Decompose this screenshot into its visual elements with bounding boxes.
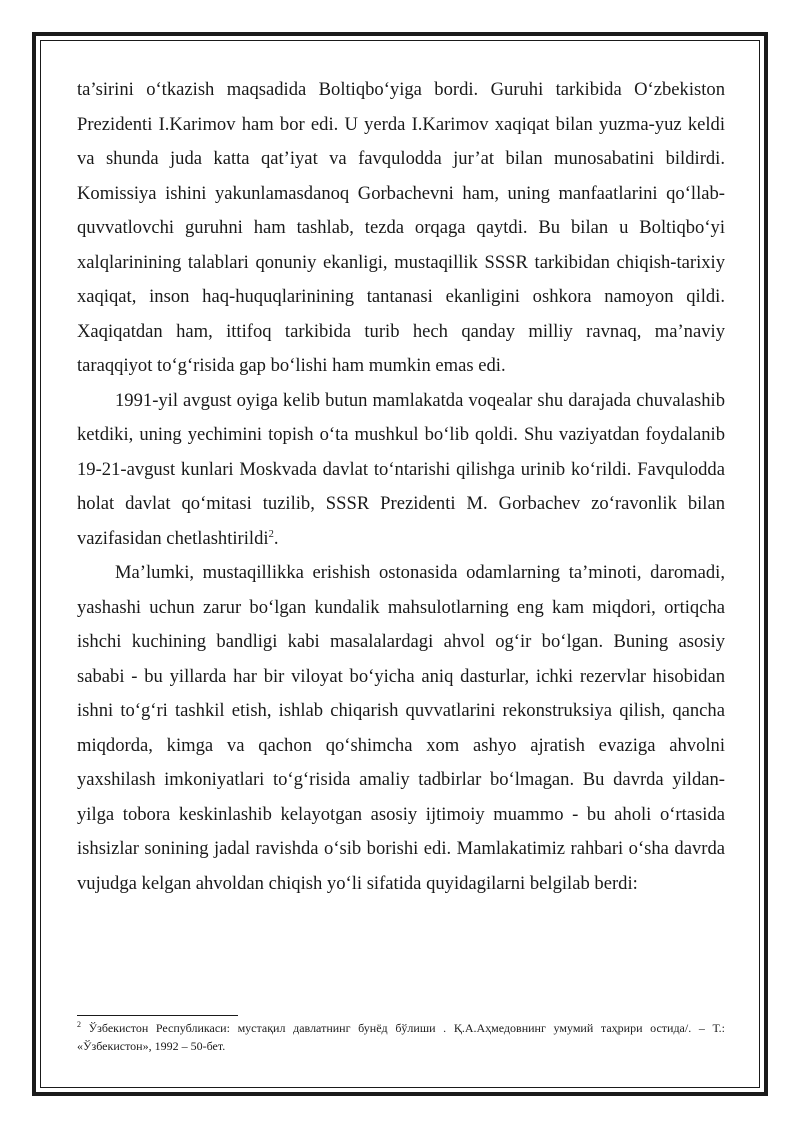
paragraph-1: ta’sirini o‘tkazish maqsadida Boltiqbo‘yiga bordi. Guruhi tarkibida O‘zbekiston Prezidenti I.Karimov ham bor edi. U yerda I.Karimov xaqiqat bilan yuzma-yuz keldi va shunda juda katta qat’iyat va favqulodda jur’at bilan munosabatini bildirdi. Komissiya ishini yakunlamasdanoq Gorbachevni ham, uning manfaatlarini qo‘llab-quvvatlovchi guruhni ham tashlab, tezda orqaga qaytdi. Bu bilan u Boltiqbo‘yi xalqlarinining talablari qonuniy ekanligi, mustaqillik SSSR tarkibidan chiqish-tarixiy xaqiqat, inson haq-huquqlarinining tantanasi ekanligini oshkora namoyon qildi. Xaqiqatdan ham, ittifoq tarkibida turib hech qanday milliy ravnaq, ma’naviy taraqqiyot to‘g‘risida gap bo‘lishi ham mumkin emas edi.: [77, 79, 725, 376]
paragraph-3: Ma’lumki, mustaqillikka erishish ostonasida odamlarning ta’minoti, daromadi, yashashi uchun zarur bo‘lgan kundalik mahsulotlarning eng kam miqdori, ortiqcha ishchi kuchining bandligi kabi masalalardagi ahvol og‘ir bo‘lgan. Buning asosiy sababi - bu yillarda har bir viloyat bo‘yicha aniq dasturlar, ichki rezervlar hisobidan ishni to‘g‘ri tashkil etish, ishlab chiqarish quvvatlarini rekonstruksiya qilish, qancha miqdorda, kimga va qachon qo‘shimcha xom ashyo ajratish evaziga ahvolni yaxshilash imkoniyatlari to‘g‘risida amaliy tadbirlar bo‘lmagan. Bu davrda yildan-yilga tobora keskinlashib kelayotgan asosiy ijtimoiy muammo - bu aholi o‘rtasida ishsizlar sonining jadal ravishda o‘sib borishi edi. Mamlakatimiz rahbari o‘sha davrda vujudga kelgan ahvoldan chiqish yo‘li sifatida quyidagilarni belgilab berdi:: [77, 562, 725, 894]
footnote-separator: [77, 1015, 238, 1016]
footnote-reference[interactable]: 2: [268, 528, 274, 540]
paragraph-2-tail: .: [273, 527, 279, 549]
page-body: [77, 73, 725, 901]
paragraph-2-text: 1991-yil avgust oyiga kelib butun mamlakatda voqealar shu darajada chuvalashib ketdiki, uning yechimini topish o‘ta mushkul bo‘lib qoldi. Shu vaziyatdan foydalanib 19-21-avgust kunlari Moskvada davlat to‘ntarishi qilishga urinib ko‘rildi. Favqulodda holat davlat qo‘mitasi tuzilib, SSSR Prezidenti M. Gorbachev zo‘ravonlik bilan vazifasidan chetlashtirildi: [77, 389, 725, 549]
footnote-marker: 2: [77, 1020, 81, 1029]
footnote: [77, 1019, 725, 1055]
paragraph-2: [77, 384, 725, 557]
footnote-text: Ўзбекистон Республикаси: мустақил давлатнинг бунёд бўлиши . Қ.А.Аҳмедовнинг умумий таҳрири остида/. – Т.: «Ўзбекистон», 1992 – 50-бет.: [77, 1021, 725, 1053]
